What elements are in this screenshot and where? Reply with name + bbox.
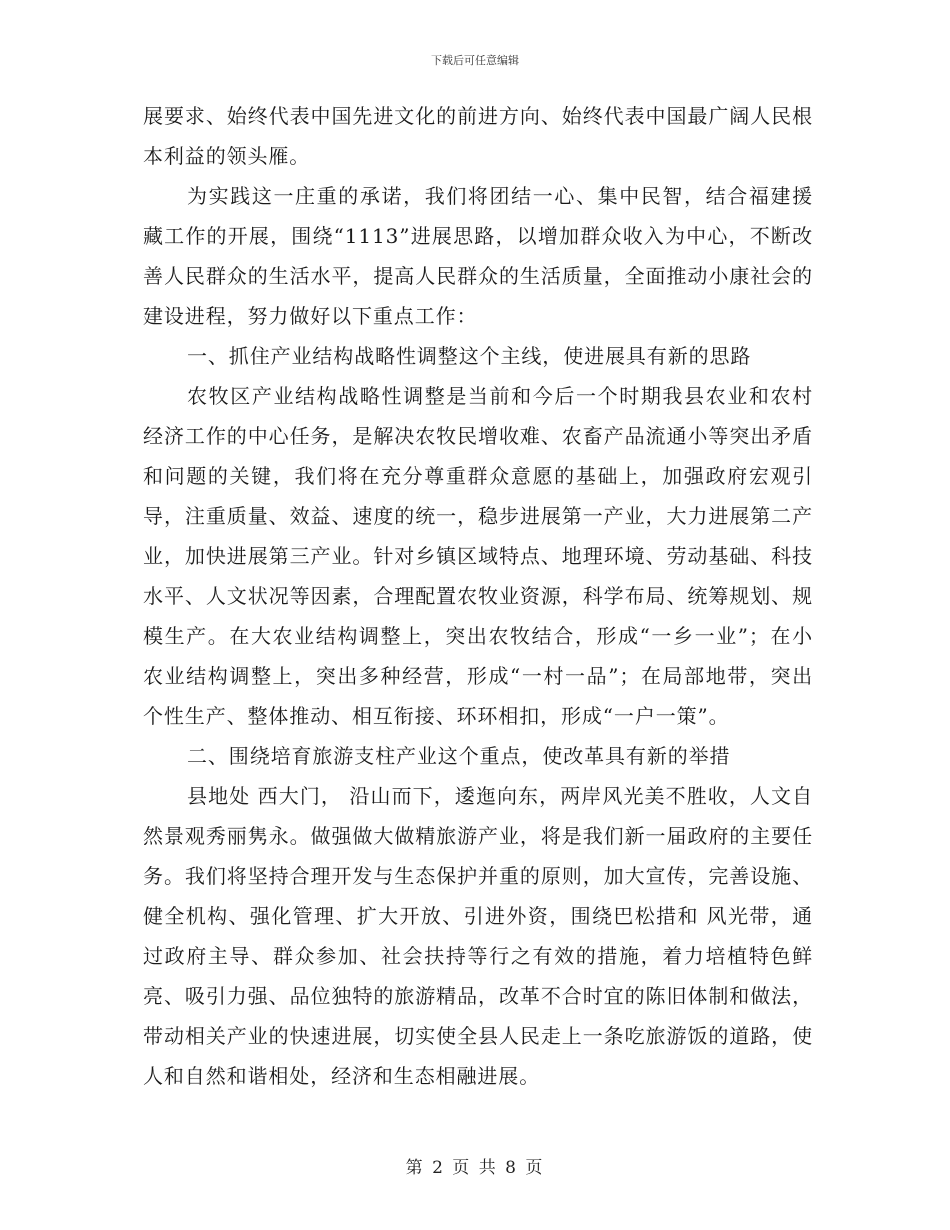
page-number-footer: 第 2 页 共 8 页 bbox=[405, 1158, 545, 1178]
body-paragraph: 县地处 西大门， 沿山而下，逶迤向东，两岸风光美不胜收，人文自然景观秀丽隽永。做强做大做精旅游产业，将是我们新一届政府的主要任务。我们将坚持合理开发与生态保护并重的原则，加大宣传，完善设施、健全机构、强化管理、扩大开放、引进外资，围绕巴松措和 风光带，通过政府主导、群众参加、社会扶持等行之有效的措施，着力培植特色鲜亮、吸引力强、品位独特的旅游精品，改革不合时宜的陈旧体制和做法，带动相关产业的快速进展，切实使全县人民走上一条吃旅游饭的道路，使人和自然和谐相处，经济和生态相融进展。 bbox=[143, 784, 813, 1088]
body-paragraph-continuation: 展要求、始终代表中国先进文化的前进方向、始终代表中国最广阔人民根本利益的领头雁。 bbox=[143, 104, 813, 168]
body-paragraph: 为实践这一庄重的承诺，我们将团结一心、集中民智，结合福建援藏工作的开展，围绕“1113”进展思路，以增加群众收入为中心，不断改善人民群众的生活水平，提高人民群众的生活质量，全面推动小康社会的建设进程，努力做好以下重点工作： bbox=[143, 184, 813, 328]
section-heading-1: 一、抓住产业结构战略性调整这个主线，使进展具有新的思路 bbox=[187, 344, 752, 368]
section-heading-2: 二、围绕培育旅游支柱产业这个重点，使改革具有新的举措 bbox=[187, 744, 731, 768]
body-paragraph: 农牧区产业结构战略性调整是当前和今后一个时期我县农业和农村经济工作的中心任务，是解决农牧民增收难、农畜产品流通小等突出矛盾和问题的关键，我们将在充分尊重群众意愿的基础上，加强政府宏观引导，注重质量、效益、速度的统一，稳步进展第一产业，大力进展第二产业，加快进展第三产业。针对乡镇区域特点、地理环境、劳动基础、科技水平、人文状况等因素，合理配置农牧业资源，科学布局、统筹规划、规模生产。在大农业结构调整上，突出农牧结合，形成“一乡一业”；在小农业结构调整上，突出多种经营，形成“一村一品”；在局部地带，突出个性生产、整体推动、相互衔接、环环相扣，形成“一户一策”。 bbox=[143, 384, 813, 728]
page-header-note: 下载后可任意编辑 bbox=[431, 54, 519, 67]
document-body bbox=[143, 96, 813, 1096]
